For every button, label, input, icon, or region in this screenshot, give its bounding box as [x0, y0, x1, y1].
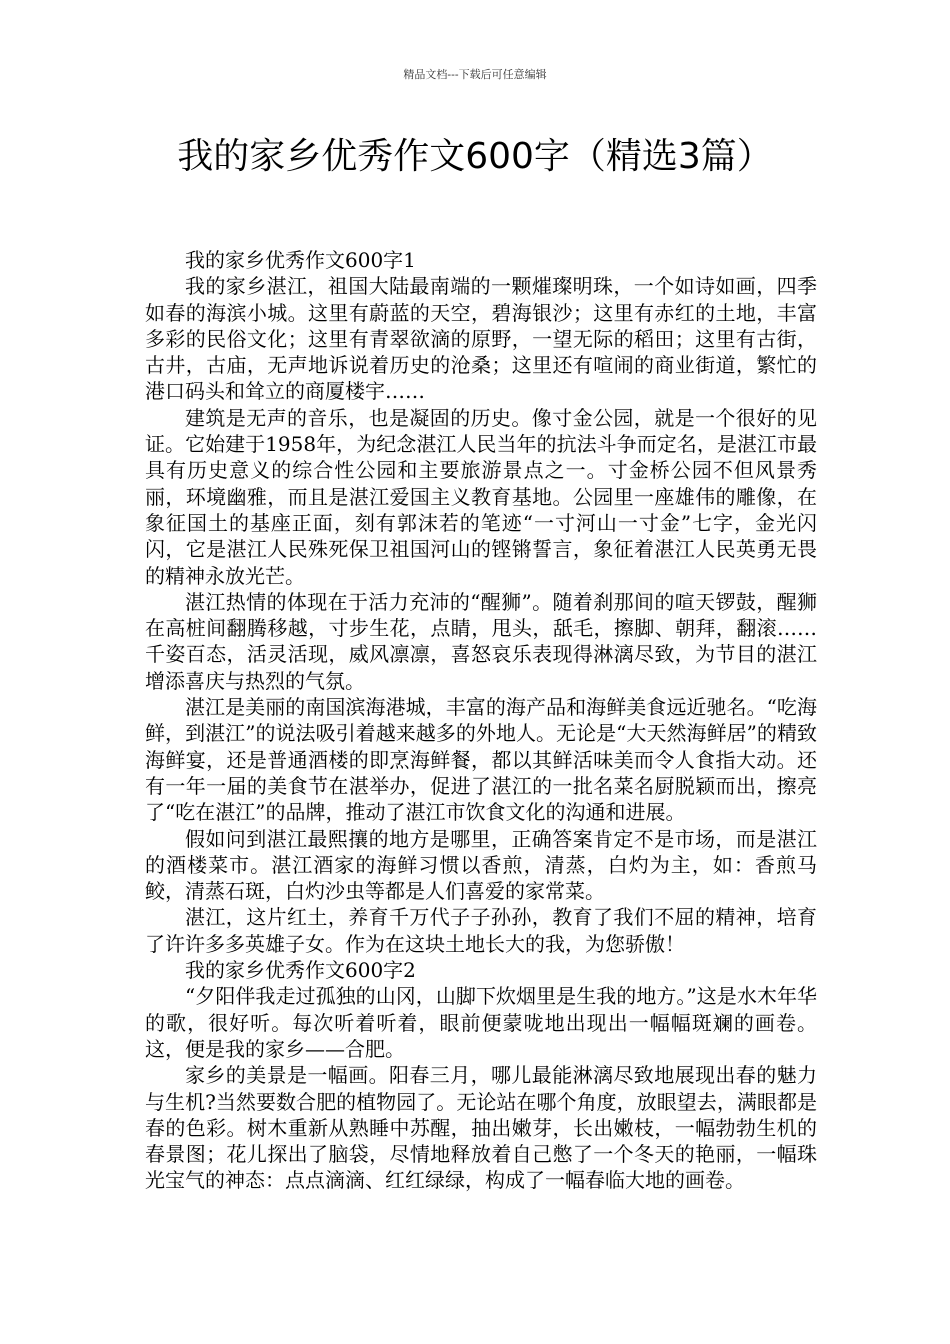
body-paragraph: 假如问到湛江最熙攘的地方是哪里，正确答案肯定不是市场，而是湛江的酒楼菜市。湛江酒家的海鲜习惯以香煎，清蒸，白灼为主，如：香煎马鲛，清蒸石斑，白灼沙虫等都是人们喜爱的家常菜。: [145, 826, 817, 904]
body-paragraph: 湛江，这片红土，养育千万代子子孙孙，教育了我们不屈的精神，培育了许许多多英雄子女。作为在这块土地长大的我，为您骄傲！: [145, 905, 817, 956]
section-heading-2: 我的家乡优秀作文600字2: [185, 958, 416, 983]
body-paragraph: 家乡的美景是一幅画。阳春三月，哪儿最能淋漓尽致地展现出春的魅力与生机?当然要数合肥的植物园了。无论站在哪个角度，放眼望去，满眼都是春的色彩。树木重新从熟睡中苏醒，抽出嫩芽，长出嫩枝，一幅勃勃生机的春景图；花儿探出了脑袋，尽情地释放着自己憋了一个冬天的艳丽，一幅珠光宝气的神态：点点滴滴、红红绿绿，构成了一幅春临大地的画卷。: [145, 1063, 817, 1193]
body-paragraph: 湛江是美丽的南国滨海港城，丰富的海产品和海鲜美食远近驰名。“吃海鲜，到湛江”的说法吸引着越来越多的外地人。无论是“大天然海鲜居”的精致海鲜宴，还是普通酒楼的即烹海鲜餐，都以其鲜活味美而令人食指大动。还有一年一届的美食节在湛举办，促进了湛江的一批名菜名厨脱颖而出，擦亮了“吃在湛江”的品牌，推动了湛江市饮食文化的沟通和进展。: [145, 695, 817, 825]
body-paragraph: 湛江热情的体现在于活力充沛的“醒狮”。随着刹那间的喧天锣鼓，醒狮在高桩间翻腾移越，寸步生花，点睛，甩头，舐毛，擦脚、朝拜，翻滚……千姿百态，活灵活现，威风凛凛，喜怒哀乐表现得淋漓尽致，为节目的湛江增添喜庆与热烈的气氛。: [145, 589, 817, 693]
header-note: 精品文档---下载后可任意编辑: [403, 68, 547, 81]
document-title: 我的家乡优秀作文600字（精选3篇）: [177, 136, 773, 177]
body-paragraph: 我的家乡湛江，祖国大陆最南端的一颗熣璨明珠，一个如诗如画，四季如春的海滨小城。这里有蔚蓝的天空，碧海银沙；这里有赤红的土地，丰富多彩的民俗文化；这里有青翠欲滴的原野，一望无际的稻田；这里有古街，古井，古庙，无声地诉说着历史的沧桑；这里还有喧闹的商业街道，繁忙的港口码头和耸立的商厦楼宇……: [145, 274, 817, 404]
body-paragraph: “夕阳伴我走过孤独的山冈，山脚下炊烟里是生我的地方。”这是水木年华的歌，很好听。每次听着听着，眼前便蒙咙地出现出一幅幅斑斓的画卷。这，便是我的家乡——合肥。: [145, 984, 817, 1061]
section-heading-1: 我的家乡优秀作文600字1: [185, 248, 416, 272]
body-paragraph: 建筑是无声的音乐，也是凝固的历史。像寸金公园，就是一个很好的见证。它始建于1958年，为纪念湛江人民当年的抗法斗争而定名，是湛江市最具有历史意义的综合性公园和主要旅游景点之一。寸金桥公园不但风景秀丽，环境幽雅，而且是湛江爱国主义教育基地。公园里一座雄伟的雕像，在象征国土的基座正面，刻有郭沫若的笔迹“一寸河山一寸金”七字，金光闪闪，它是湛江人民殊死保卫祖国河山的铿锵誓言，象征着湛江人民英勇无畏的精神永放光芒。: [145, 405, 817, 588]
document-body: [145, 247, 817, 1194]
